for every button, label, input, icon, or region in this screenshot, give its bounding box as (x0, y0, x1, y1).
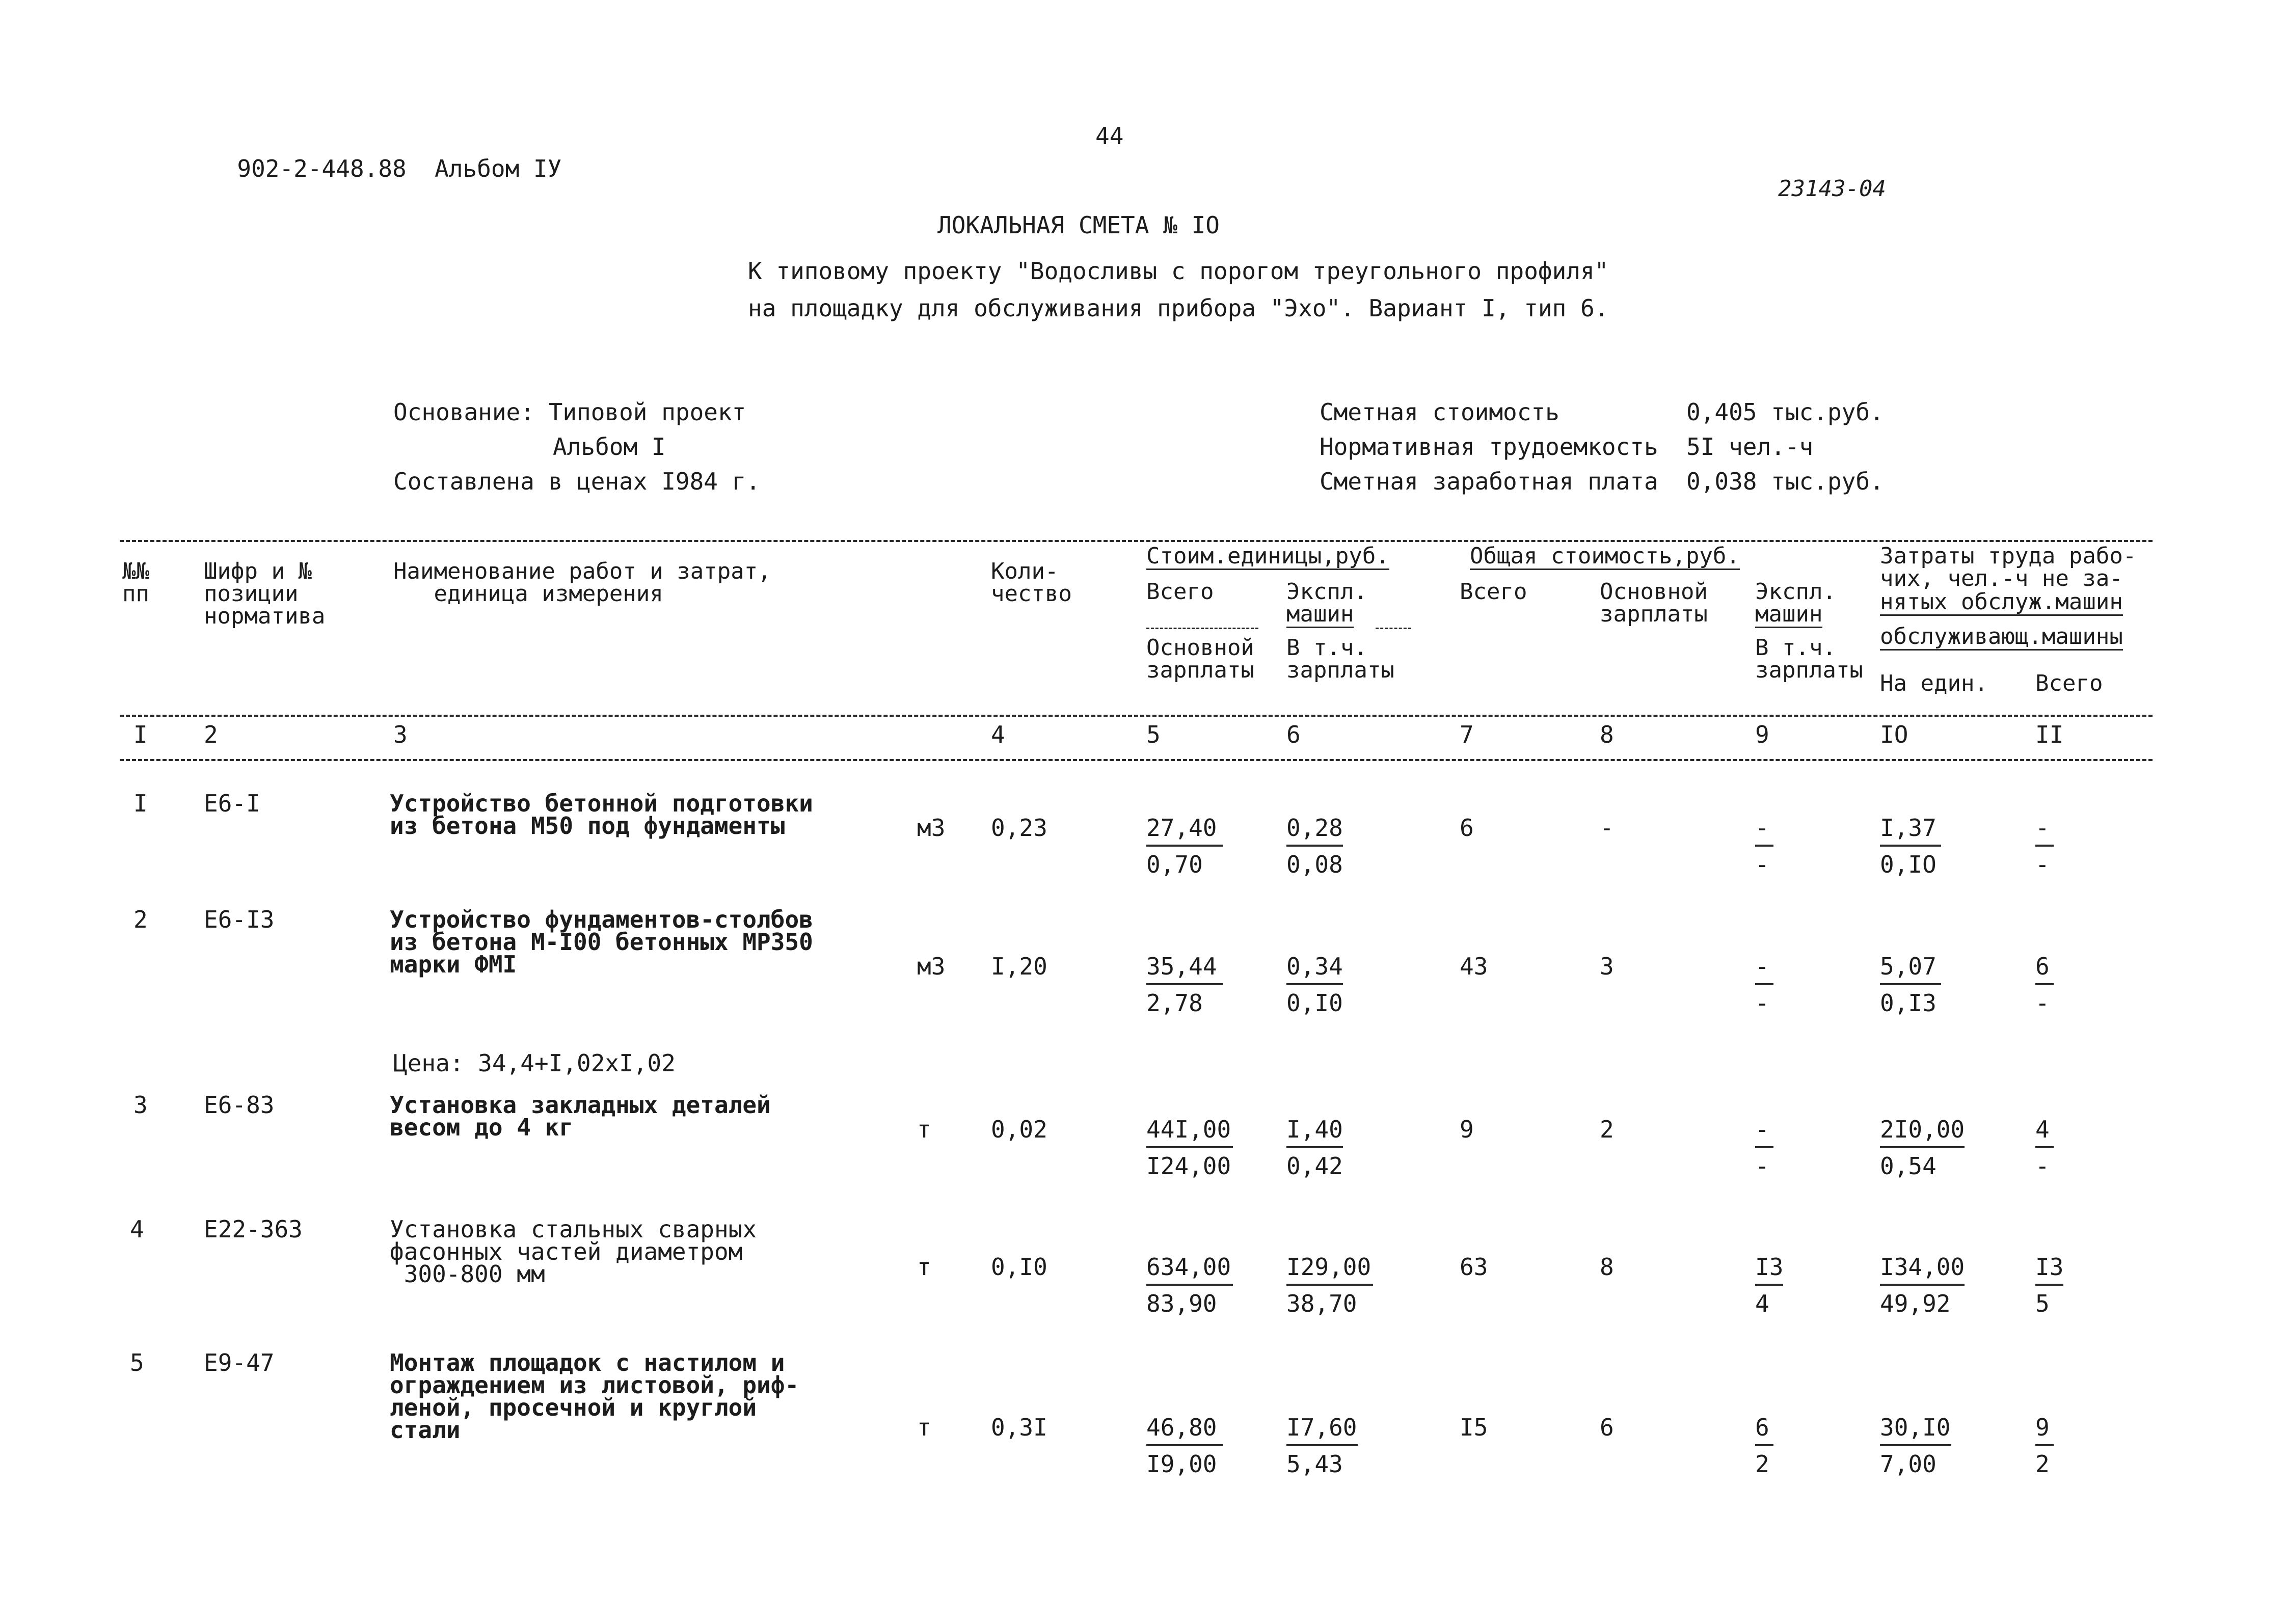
labor-total: I3 (2035, 1253, 2063, 1286)
unit-machine: I29,00 (1286, 1253, 1373, 1286)
unit-cost-fraction (1146, 1414, 1223, 1478)
basis-line-3: Составлена в ценах I984 г. (393, 468, 761, 495)
labor-total: 9 (2035, 1414, 2054, 1446)
row-qty: 0,I0 (991, 1253, 1047, 1281)
header-labor-title-2: нятых обслуж.машин (1880, 589, 2123, 615)
labor-total: 4 (2035, 1116, 2054, 1148)
basis-line-1: Основание: Типовой проект (393, 398, 746, 426)
header-labor-total: Всего (2035, 670, 2103, 696)
page-number: 44 (1095, 122, 1124, 150)
col-number-3: 3 (393, 721, 408, 748)
labor-total-fraction (2035, 1414, 2054, 1478)
table-header-rule (120, 715, 2153, 717)
labor-total-machine: - (2035, 1152, 2050, 1180)
estimate-title: ЛОКАЛЬНАЯ СМЕТА № IO (937, 211, 1220, 239)
col-number-6: 6 (1286, 721, 1301, 748)
total-machine-wage: 2 (1755, 1450, 1769, 1478)
price-note: Цена: 34,4+I,02xI,02 (393, 1049, 676, 1077)
unit-machine-wage: 0,42 (1286, 1152, 1343, 1180)
header-unit-sub-rule (1146, 628, 1258, 629)
labor-total-machine: - (2035, 851, 2050, 878)
unit-machine-wage: 0,I0 (1286, 989, 1343, 1017)
title-line-2: на площадку для обслуживания прибора "Эхо". Вариант I, тип 6. (748, 294, 1609, 322)
header-total-cost: Общая стоимость,руб. (1470, 543, 1740, 569)
header-total-machine-2: машин (1755, 601, 1823, 627)
row-total-wage: 6 (1600, 1414, 1614, 1441)
labor-total: 6 (2035, 953, 2054, 985)
header-total-machine: Экспл. (1755, 579, 1836, 605)
labor-total-machine: 2 (2035, 1450, 2050, 1478)
total-machine-wage: 4 (1755, 1290, 1769, 1317)
row-name: Устройство бетонной подготовки из бетона М50 под фундаменты (390, 790, 813, 840)
labor-unit-machine: 0,I3 (1880, 989, 1937, 1017)
labor-unit-fraction (1880, 1116, 1965, 1180)
row-total: I5 (1460, 1414, 1488, 1441)
row-qty: 0,23 (991, 814, 1047, 842)
labor-unit-fraction (1880, 953, 1941, 1017)
unit-cost-fraction (1146, 1116, 1233, 1180)
row-total: 9 (1460, 1116, 1474, 1143)
row-name: Монтаж площадок с настилом и ограждением из листовой, риф- леной, просечной и круглой стали (390, 1349, 799, 1444)
col-number-9: 9 (1755, 721, 1769, 748)
labor-total-fraction (2035, 1253, 2063, 1317)
labor-unit-machine: 0,54 (1880, 1152, 1937, 1180)
col-number-7: 7 (1460, 721, 1474, 748)
unit-wage: I24,00 (1146, 1152, 1231, 1180)
row-code: Е6-I (204, 790, 260, 817)
document-code: 902-2-448.88 Альбом IУ (237, 155, 562, 182)
header-unit-machine: Экспл. (1286, 579, 1367, 605)
header-unit-cost: Стоим.единицы,руб. (1146, 543, 1389, 569)
unit-machine: I7,60 (1286, 1414, 1358, 1446)
unit-wage: 0,70 (1146, 851, 1203, 878)
col-number-11: II (2035, 721, 2064, 748)
row-total: 63 (1460, 1253, 1488, 1281)
col-number-10: IO (1880, 721, 1908, 748)
labor-unit-machine: 49,92 (1880, 1290, 1951, 1317)
header-labor-title: Затраты труда рабо- чих, чел.-ч не за- (1880, 543, 2137, 591)
total-machine-fraction (1755, 1414, 1773, 1478)
total-machine: - (1755, 814, 1773, 847)
row-qty: 0,3I (991, 1414, 1047, 1441)
row-total: 6 (1460, 814, 1474, 842)
total-machine: - (1755, 1116, 1773, 1148)
unit-wage: 83,90 (1146, 1290, 1217, 1317)
row-name: Установка стальных сварных фасонных частей диаметром 300-800 мм (390, 1215, 757, 1288)
labor-label: Нормативная трудоемкость (1320, 433, 1658, 461)
archive-stamp: 23143-04 (1778, 176, 1886, 202)
row-unit: м3 (917, 953, 946, 980)
row-total: 43 (1460, 953, 1488, 980)
labor-total-machine: - (2035, 989, 2050, 1017)
labor-unit: 5,07 (1880, 953, 1941, 985)
labor-unit: I,37 (1880, 814, 1941, 847)
unit-machine-wage: 5,43 (1286, 1450, 1343, 1478)
header-total-wage-incl: В т.ч. зарплаты (1755, 635, 1863, 683)
unit-machine-wage: 38,70 (1286, 1290, 1357, 1317)
unit-machine: 0,34 (1286, 953, 1343, 985)
total-machine: I3 (1755, 1253, 1783, 1286)
row-num: 3 (133, 1091, 148, 1119)
row-qty: 0,02 (991, 1116, 1047, 1143)
row-name: Установка закладных деталей весом до 4 кг (390, 1091, 771, 1141)
row-num: I (133, 790, 148, 817)
row-num: 2 (133, 906, 148, 933)
labor-total-fraction (2035, 953, 2054, 1017)
labor-unit-machine: 0,IO (1880, 851, 1937, 878)
table-numbers-rule (120, 759, 2153, 761)
row-unit: т (917, 1116, 931, 1143)
row-unit: м3 (917, 814, 946, 842)
header-code: Шифр и № позиции норматива (204, 558, 326, 629)
col-number-2: 2 (204, 721, 218, 748)
unit-machine-fraction (1286, 814, 1343, 878)
wage-label: Сметная заработная плата (1320, 468, 1658, 495)
header-num: №№ пп (122, 558, 149, 607)
unit-total: 634,00 (1146, 1253, 1233, 1286)
row-num: 4 (130, 1215, 144, 1243)
basis-line-2: Альбом I (553, 433, 666, 461)
title-line-1: К типовому проекту "Водосливы с порогом треугольного профиля" (748, 257, 1609, 285)
total-machine: 6 (1755, 1414, 1773, 1446)
row-code: Е6-I3 (204, 906, 275, 933)
unit-wage: I9,00 (1146, 1450, 1217, 1478)
unit-cost-fraction (1146, 814, 1223, 878)
row-qty: I,20 (991, 953, 1047, 980)
cost-value: 0,405 тыс.руб. (1686, 398, 1884, 426)
table-top-rule (120, 540, 2153, 542)
unit-total: 46,80 (1146, 1414, 1223, 1446)
header-unit-machine-2: машин (1286, 601, 1354, 627)
total-machine: - (1755, 953, 1773, 985)
unit-machine-wage: 0,08 (1286, 851, 1343, 878)
unit-machine-fraction (1286, 1253, 1373, 1317)
labor-unit: 30,I0 (1880, 1414, 1951, 1446)
unit-machine: I,40 (1286, 1116, 1343, 1148)
row-total-wage: 8 (1600, 1253, 1614, 1281)
row-num: 5 (130, 1349, 144, 1376)
unit-wage: 2,78 (1146, 989, 1203, 1017)
unit-total: 27,40 (1146, 814, 1223, 847)
total-machine-fraction (1755, 953, 1773, 1017)
col-number-8: 8 (1600, 721, 1614, 748)
wage-value: 0,038 тыс.руб. (1686, 468, 1884, 495)
row-total-wage: 2 (1600, 1116, 1614, 1143)
row-name: Устройство фундаментов-столбов из бетона М-I00 бетонных МР350 марки ФМI (390, 906, 813, 978)
labor-total-fraction (2035, 1116, 2054, 1180)
cost-label: Сметная стоимость (1320, 398, 1559, 426)
total-machine-fraction (1755, 814, 1773, 878)
row-total-wage: - (1600, 814, 1614, 842)
labor-unit-fraction (1880, 814, 1941, 878)
header-unit-sub-rule-2 (1376, 628, 1411, 629)
unit-machine-fraction (1286, 1116, 1343, 1180)
labor-unit: I34,00 (1880, 1253, 1965, 1286)
col-number-1: I (133, 721, 148, 748)
col-number-4: 4 (991, 721, 1005, 748)
labor-unit-fraction (1880, 1414, 1951, 1478)
row-unit: т (917, 1414, 931, 1441)
total-machine-wage: - (1755, 989, 1769, 1017)
header-unit-wage: Основной зарплаты (1146, 635, 1254, 683)
total-machine-wage: - (1755, 1152, 1769, 1180)
header-name: Наименование работ и затрат, единица измерения (393, 558, 771, 607)
header-unit-wage-incl: В т.ч. зарплаты (1286, 635, 1394, 683)
row-total-wage: 3 (1600, 953, 1614, 980)
header-labor-title-3: обслуживающ.машины (1880, 624, 2123, 649)
unit-machine: 0,28 (1286, 814, 1343, 847)
unit-cost-fraction (1146, 1253, 1233, 1317)
labor-total: - (2035, 814, 2054, 847)
header-qty: Коли- чество (991, 558, 1072, 607)
labor-unit-machine: 7,00 (1880, 1450, 1937, 1478)
labor-unit: 2I0,00 (1880, 1116, 1965, 1148)
header-unit-total: Всего (1146, 579, 1214, 605)
row-code: Е6-83 (204, 1091, 275, 1119)
total-machine-wage: - (1755, 851, 1769, 878)
labor-unit-fraction (1880, 1253, 1965, 1317)
labor-value: 5I чел.-ч (1686, 433, 1814, 461)
total-machine-fraction (1755, 1116, 1773, 1180)
unit-machine-fraction (1286, 953, 1343, 1017)
header-total-total: Всего (1460, 579, 1527, 605)
row-unit: т (917, 1253, 931, 1281)
unit-machine-fraction (1286, 1414, 1358, 1478)
unit-total: 35,44 (1146, 953, 1223, 985)
header-total-wage: Основной зарплаты (1600, 579, 1708, 627)
labor-total-machine: 5 (2035, 1290, 2050, 1317)
row-code: Е9-47 (204, 1349, 275, 1376)
unit-cost-fraction (1146, 953, 1223, 1017)
total-machine-fraction (1755, 1253, 1783, 1317)
row-code: Е22-363 (204, 1215, 303, 1243)
col-number-5: 5 (1146, 721, 1161, 748)
unit-total: 44I,00 (1146, 1116, 1233, 1148)
labor-total-fraction (2035, 814, 2054, 878)
header-labor-unit: На един. (1880, 670, 1988, 696)
